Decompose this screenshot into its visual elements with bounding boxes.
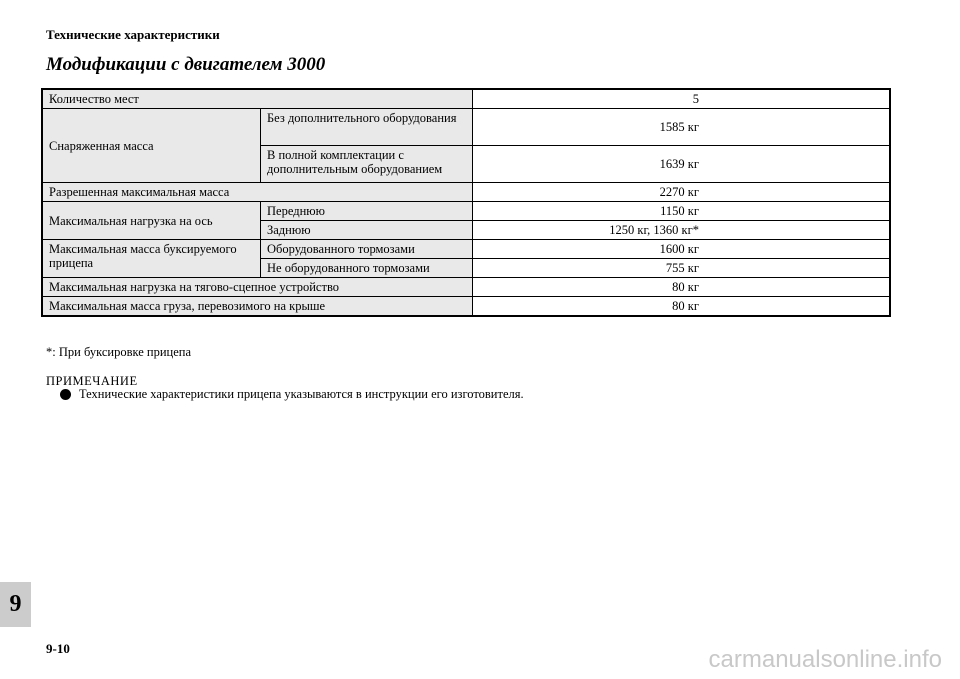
note-text: Технические характеристики прицепа указываются в инструкции его изготовителя. [79,387,524,401]
table-row [42,240,890,259]
table-row [42,109,890,146]
axle-label: Максимальная нагрузка на ось [42,202,261,240]
curb-full-label: В полной комплектации с дополнительным оборудованием [261,146,473,183]
page-title: Модификации с двигателем 3000 [46,54,326,75]
axle-front-label: Переднюю [261,202,473,221]
curb-no-equip-value: 1585 кг [473,109,891,146]
footnote: *: При буксировке прицепа [46,345,192,359]
chapter-tab: 9 [0,582,31,627]
note-title: ПРИМЕЧАНИЕ [46,374,138,388]
hitch-label: Максимальная нагрузка на тягово-сцепное устройство [42,278,473,297]
gross-label: Разрешенная максимальная масса [42,183,473,202]
gross-value: 2270 кг [473,183,891,202]
table-row [42,89,890,109]
trailer-unbraked-value: 755 кг [473,259,891,278]
trailer-braked-value: 1600 кг [473,240,891,259]
section-header: Технические характеристики [46,27,220,42]
axle-rear-value: 1250 кг, 1360 кг* [473,221,891,240]
note-item [60,387,524,402]
page-number: 9-10 [46,641,70,656]
table-row [42,278,890,297]
roof-label: Максимальная масса груза, перевозимого на крыше [42,297,473,317]
trailer-unbraked-label: Не оборудованного тормозами [261,259,473,278]
curb-full-value: 1639 кг [473,146,891,183]
curb-label: Снаряженная масса [42,109,261,183]
trailer-label: Максимальная масса буксируемого прицепа [42,240,261,278]
table-row [42,297,890,317]
axle-rear-label: Заднюю [261,221,473,240]
table-row [42,202,890,221]
bullet-icon [60,389,71,400]
spec-table [41,88,891,317]
roof-value: 80 кг [473,297,891,317]
trailer-braked-label: Оборудованного тормозами [261,240,473,259]
table-row [42,183,890,202]
axle-front-value: 1150 кг [473,202,891,221]
seats-value: 5 [473,89,891,109]
curb-no-equip-label: Без дополнительного оборудования [261,109,473,146]
watermark: carmanualsonline.info [708,646,942,673]
hitch-value: 80 кг [473,278,891,297]
seats-label: Количество мест [42,89,473,109]
